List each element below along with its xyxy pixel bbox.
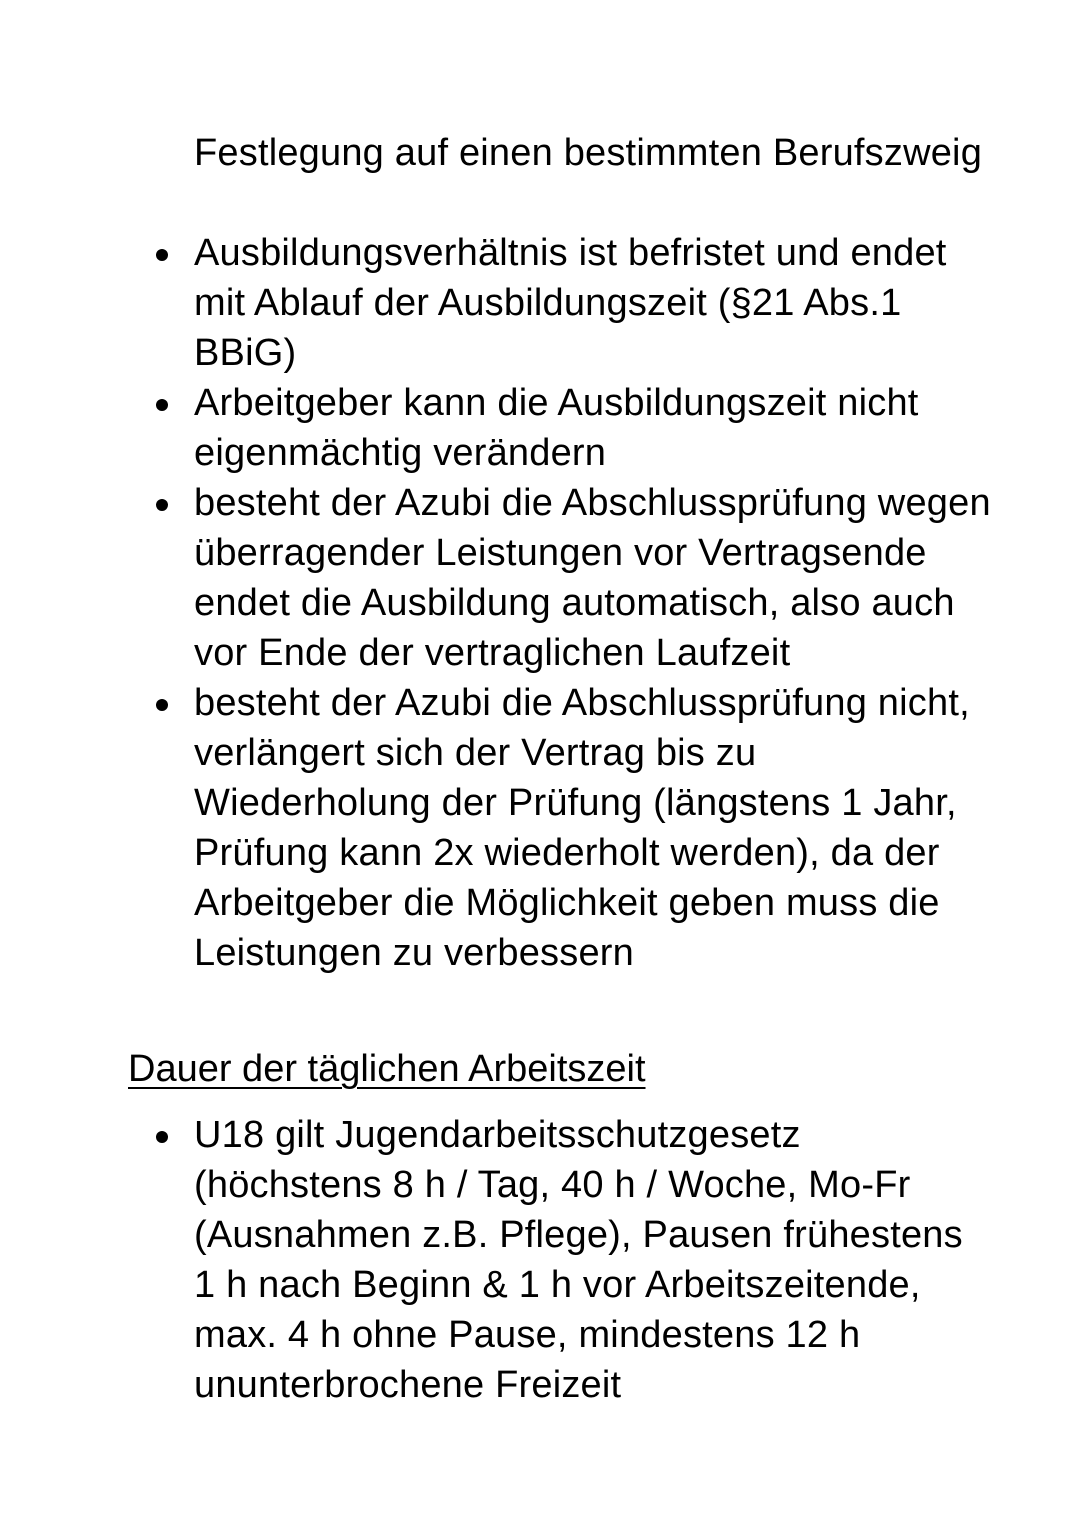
bullet-list-arbeitszeit xyxy=(194,1110,994,1410)
bullet-icon xyxy=(156,249,168,261)
bullet-icon xyxy=(156,499,168,511)
list-item xyxy=(194,228,994,378)
list-item xyxy=(194,678,994,978)
list-item-text: Arbeitgeber kann die Ausbildungszeit nicht eigenmächtig verändern xyxy=(194,382,919,474)
list-item xyxy=(194,478,994,678)
list-item xyxy=(194,378,994,478)
list-item-text: besteht der Azubi die Abschlussprüfung wegen überragender Leistungen vor Vertragsende endet die Ausbildung automatisch, also auch vor Ende der vertraglichen Laufzeit xyxy=(194,482,991,674)
bullet-icon xyxy=(156,1131,168,1143)
list-item-text: besteht der Azubi die Abschlussprüfung nicht, verlängert sich der Vertrag bis zu Wiederholung der Prüfung (längstens 1 Jahr, Prüfung kann 2x wiederholt werden), da der Arbeitgeber die Möglichkeit geben muss die Leistungen zu verbessern xyxy=(194,682,970,974)
continuation-text: Festlegung auf einen bestimmten Berufszweig xyxy=(194,132,983,174)
list-item-text: U18 gilt Jugendarbeitsschutzgesetz (höchstens 8 h / Tag, 40 h / Woche, Mo-Fr (Ausnahmen z.B. Pflege), Pausen frühestens 1 h nach Beginn & 1 h vor Arbeitszeitende, max. 4 h ohne Pause, mindestens 12 h ununterbrochene Freizeit xyxy=(194,1114,963,1406)
bullet-icon xyxy=(156,699,168,711)
bullet-icon xyxy=(156,399,168,411)
section-heading: Dauer der täglichen Arbeitszeit xyxy=(128,1048,646,1090)
list-item xyxy=(194,1110,994,1410)
list-item-text: Ausbildungsverhältnis ist befristet und endet mit Ablauf der Ausbildungszeit (§21 Abs.1 BBiG) xyxy=(194,232,947,374)
bullet-list-ausbildung xyxy=(194,228,994,978)
